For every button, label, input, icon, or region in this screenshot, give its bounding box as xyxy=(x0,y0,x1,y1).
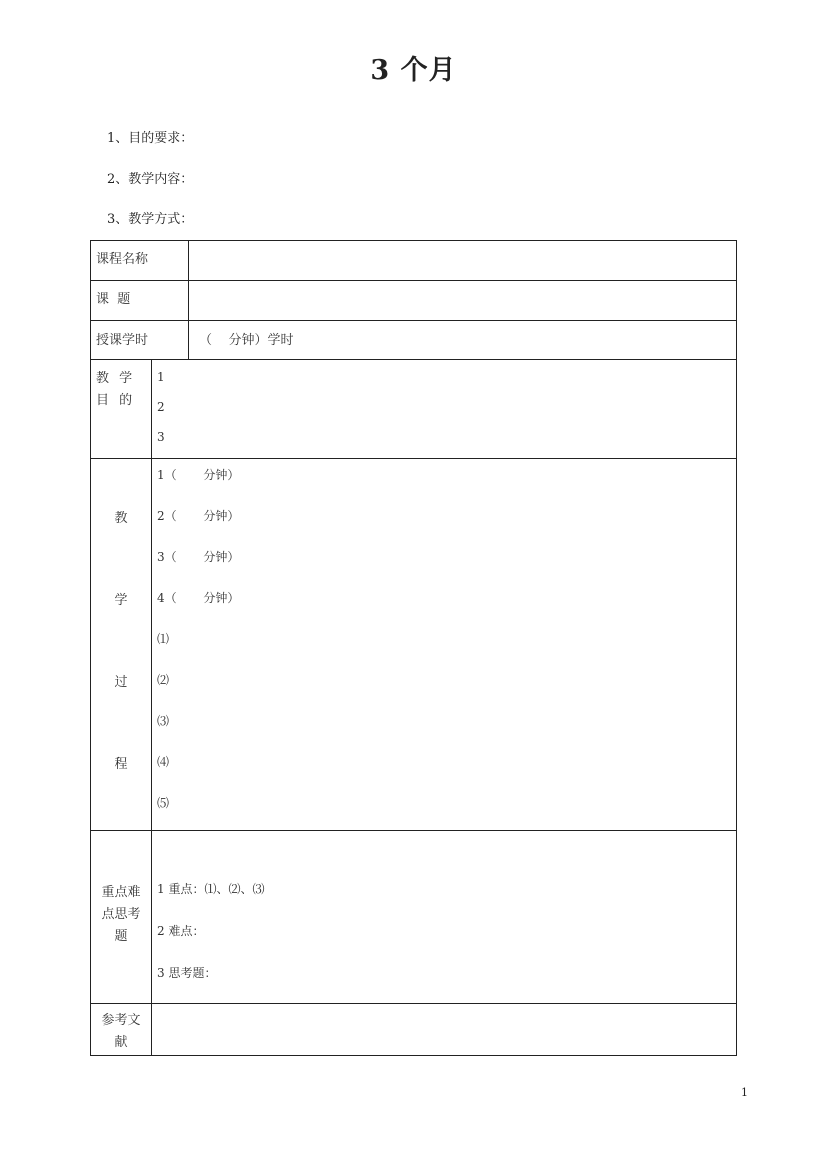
goal-item[interactable]: 1 xyxy=(157,370,165,384)
goal-item[interactable]: 3 xyxy=(157,430,165,444)
process-step[interactable]: ⑸ xyxy=(157,796,170,810)
hours-value[interactable]: （ 分钟）学时 xyxy=(199,333,294,348)
process-row xyxy=(91,459,737,831)
references-label: 参考文献 xyxy=(101,1013,141,1050)
keypoint-item[interactable]: 1 重点：⑴、⑵、⑶ xyxy=(157,882,265,896)
process-step[interactable]: 2（ 分钟） xyxy=(157,509,240,523)
process-label: 教 学 过 程 xyxy=(114,511,128,772)
keypoint-item[interactable]: 3 思考题： xyxy=(157,966,217,980)
teaching-method-label: 3、教学方式： xyxy=(107,212,194,227)
process-step[interactable]: ⑷ xyxy=(157,755,170,769)
objective-requirements-label: 1、目的要求： xyxy=(107,131,194,146)
topic-label: 课 题 xyxy=(96,292,131,307)
keypoints-row xyxy=(91,831,737,1004)
goals-label: 教 学 目 的 xyxy=(96,371,136,408)
goal-item[interactable]: 2 xyxy=(157,400,165,414)
process-step[interactable]: 4（ 分钟） xyxy=(157,591,240,605)
course-name-row xyxy=(91,241,737,281)
course-name-label: 课程名称 xyxy=(96,252,149,267)
goals-row xyxy=(91,360,737,459)
references-field[interactable] xyxy=(152,1004,737,1056)
topic-field[interactable] xyxy=(189,281,737,321)
page-title: 3 个月 xyxy=(370,55,457,86)
teaching-content-label: 2、教学内容： xyxy=(107,172,194,187)
process-step[interactable]: ⑴ xyxy=(157,632,170,646)
process-step[interactable]: ⑵ xyxy=(157,673,170,687)
keypoints-label: 重点难点思考题 xyxy=(101,885,141,944)
lesson-plan-table xyxy=(90,240,737,1056)
course-name-field[interactable] xyxy=(189,241,737,281)
topic-row xyxy=(91,281,737,321)
hours-row xyxy=(91,321,737,360)
page-number: 1 xyxy=(741,1086,748,1099)
process-step[interactable]: ⑶ xyxy=(157,714,170,728)
hours-label: 授课学时 xyxy=(96,333,149,348)
process-step[interactable]: 3（ 分钟） xyxy=(157,550,240,564)
references-row xyxy=(91,1004,737,1056)
keypoint-item[interactable]: 2 难点： xyxy=(157,924,205,938)
process-step[interactable]: 1（ 分钟） xyxy=(157,468,240,482)
